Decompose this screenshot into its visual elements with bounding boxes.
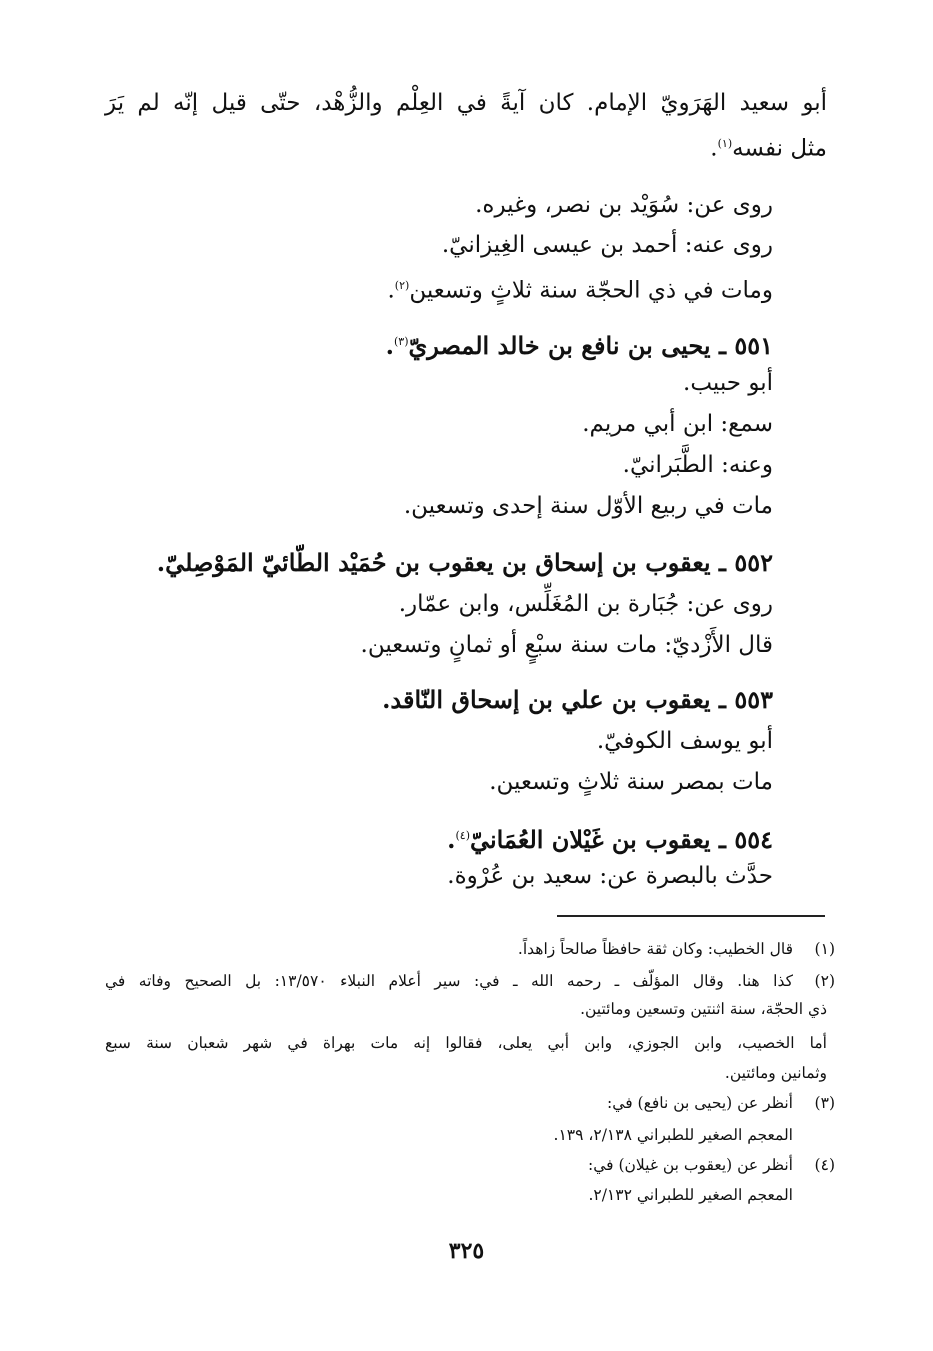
footnote-3-line-1-text: أنظر عن (يحيى بن نافع) في: [607,1094,793,1112]
entry-551-heading [386,326,773,362]
footnote-ref-3[interactable]: (٣) [393,335,409,348]
entry-551-heading-end: . [385,331,394,360]
entry-554-narrated [447,861,773,891]
footnote-4-line-2 [588,1184,793,1206]
entry-550-narrated-from [475,190,773,220]
footnote-2-line-2 [580,998,827,1020]
footnote-ref-1[interactable]: (١) [717,137,733,150]
footnote-1-number: (١) [814,940,835,958]
footnote-2-line-1-text: كذا هنا. وقال المؤلّف ـ رحمه الله ـ في: سير أعلام النبلاء ١٣/٥٧٠: بل الصحيح وفاته في [105,972,793,990]
entry-551-death [404,491,773,521]
entry-553-kunya [597,726,773,756]
footnote-1-text [518,938,793,960]
footnote-3-number: (٣) [814,1094,835,1112]
intro-line-2 [710,129,827,164]
entry-554-narrated-text: حدَّث بالبصرة عن: سعيد بن عُرْوة. [447,863,773,889]
entry-552-heading-text: ٥٥٢ ـ يعقوب بن إسحاق بن يعقوب بن حُمَيْد الطّائيّ المَوْصِليّ. [156,548,773,577]
entry-550-death [387,271,773,306]
entry-551-heard-text: سمع: ابن أبي مريم. [582,411,773,437]
entry-551-heading-text: ٥٥١ ـ يحيى بن نافع بن خالد المصريّ [408,331,773,360]
intro-line-1 [105,88,827,118]
footnote-2-line-4 [725,1062,827,1084]
footnote-2-line-3-text: أما الخصيب، وابن الجوزي، وابن أبي يعلى، فقالوا إنه مات بهراة في شهر شعبان سنة سبع [105,1034,827,1052]
entry-550-death-text: ومات في ذي الحجّة سنة ثلاثٍ وتسعين [409,277,773,304]
footnote-3-line-1 [607,1092,793,1114]
entry-551-from-him-text: وعنه: الطَّبَرانيّ. [622,452,773,478]
footnote-2-line-2-text: ذي الحجّة، سنة اثنتين وتسعين ومائتين. [580,1000,827,1018]
entry-552-azdi-text: قال الأَزْديّ: مات سنة سبْعٍ أو ثمانٍ وتسعين. [360,632,773,658]
entry-550-narrated-by-text: روى عنه: أحمد بن عيسى الغِيزانيّ. [441,232,773,258]
entry-552-azdi [361,630,773,660]
footnote-4-number: (٤) [814,1156,835,1174]
entry-553-death [489,767,773,797]
entry-550-narrated-by [442,230,773,260]
entry-552-narrated-from [399,589,773,619]
footnote-2-line-3 [105,1032,827,1054]
entry-554-heading-text: ٥٥٤ ـ يعقوب بن غَيْلان العُمَانيّ [470,825,773,854]
footnote-1-line: قال الخطيب: وكان ثقة حافظاً صالحاً زاهداً. [517,940,793,958]
entry-551-from-him [623,450,773,480]
intro-line-2-text: مثل نفسه [732,135,827,162]
entry-554-heading [447,820,773,856]
footnote-3-line-2-text: المعجم الصغير للطبراني ٢/١٣٨، ١٣٩. [553,1126,793,1144]
entry-551-kunya [683,368,773,398]
footnote-2-line-1 [105,970,793,992]
intro-line-1-text: أبو سعيد الهَرَويّ الإمام. كان آيةً في العِلْم والزُّهْد، حتّى قيل إنّه لم يَرَ [105,90,827,116]
entry-551-kunya-text: أبو حبيب. [683,370,773,396]
footnote-4-line-1 [588,1154,793,1176]
entry-553-death-text: مات بمصر سنة ثلاثٍ وتسعين. [489,769,773,795]
entry-552-heading [157,547,773,579]
intro-line-2-end: . [710,135,718,162]
entry-551-death-text: مات في ربيع الأوّل سنة إحدى وتسعين. [403,493,773,519]
footnote-2-line-4-text: وثمانين ومائتين. [724,1064,827,1082]
page-number: ٣٢٥ [448,1238,485,1264]
footnote-ref-4[interactable]: (٤) [455,829,470,842]
footnote-4-line-2-text: المعجم الصغير للطبراني ٢/١٣٢. [588,1186,793,1204]
footnote-3-line-2 [554,1124,793,1146]
entry-552-narrated-from-text: روى عن: جُبَارة بن المُغَلِّس، وابن عمّار. [398,591,773,617]
footnote-separator [557,915,825,917]
entry-553-heading [382,684,773,716]
entry-553-heading-text: ٥٥٣ ـ يعقوب بن علي بن إسحاق النّاقد. [382,685,773,714]
entry-551-heard [582,409,773,439]
entry-550-death-end: . [387,277,395,304]
footnote-ref-2[interactable]: (٢) [394,279,410,292]
footnote-4-line-1-text: أنظر عن (يعقوب بن غيلان) في: [588,1156,793,1174]
entry-553-kunya-text: أبو يوسف الكوفيّ. [596,728,773,754]
entry-554-heading-end: . [447,825,456,854]
footnote-2-number: (٢) [814,972,835,990]
entry-550-narrated-from-text: روى عن: سُوَيْد بن نصر، وغيره. [475,192,773,218]
